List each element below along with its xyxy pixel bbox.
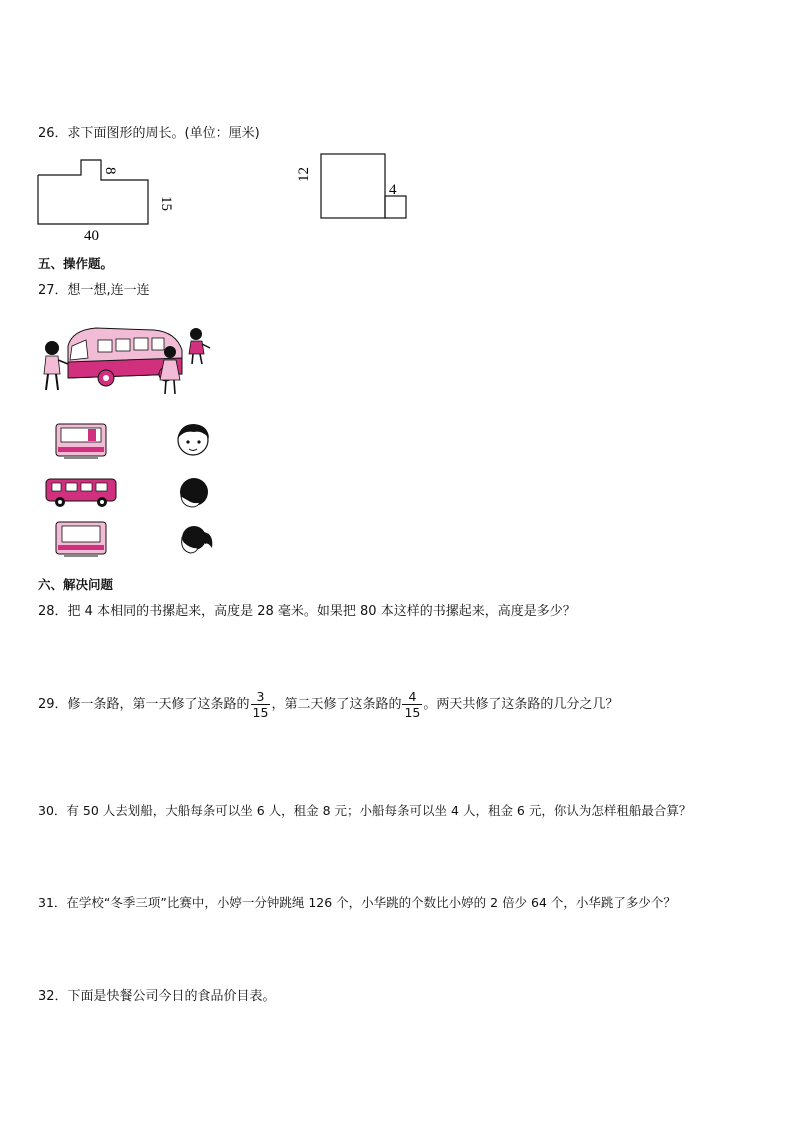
q29-mid: ，第二天修了这条路的 <box>271 697 402 712</box>
q29-fraction-1: $\frac{3}{15}$ <box>252 689 269 720</box>
q32-text: 32．下面是快餐公司今日的食品价目表。 <box>38 989 276 1004</box>
q27-text: 27．想一想,连一连 <box>38 283 150 298</box>
fig2-left-label: 12 <box>296 167 312 182</box>
boy-head-side-icon <box>172 474 214 510</box>
section-5-title: 五、操作题。 <box>38 256 114 271</box>
q26-text: 26．求下面图形的周长。(单位：厘米) <box>38 126 260 141</box>
fig1-notch-label: 8 <box>102 167 118 175</box>
q29-pre: 29．修一条路，第一天修了这条路的 <box>38 697 250 712</box>
q29-fraction-2: $\frac{4}{15}$ <box>404 689 421 720</box>
section-6-title: 六、解决问题 <box>38 577 114 592</box>
q29-post: 。两天共修了这条路的几分之几？ <box>423 697 619 712</box>
bus-side-view-icon <box>44 476 120 508</box>
fig1-bottom-label: 40 <box>84 228 99 244</box>
q30-text: 30．有 50 人去划船，大船每条可以坐 6 人，租金 8 元；小船每条可以坐 4 人，租金 6 元，你认为怎样租船最合算？ <box>38 803 692 818</box>
q31-text: 31．在学校“冬季三项”比赛中，小婷一分钟跳绳 126 个，小华跳的个数比小婷的 2 倍少 64 个，小华跳了多少个？ <box>38 895 676 910</box>
bus-back-view-icon <box>54 520 108 558</box>
q29-text <box>38 689 618 720</box>
bus-front-view-icon <box>54 422 108 460</box>
fig2-small-label: 4 <box>389 182 397 198</box>
girl-head-side-icon <box>172 522 218 558</box>
q26-figure-2 <box>296 148 420 228</box>
bus-scene-illustration <box>36 322 216 402</box>
q26-figure-1 <box>30 150 180 248</box>
boy-face-front-icon <box>172 420 214 458</box>
q28-text: 28．把 4 本相同的书摞起来，高度是 28 毫米。如果把 80 本这样的书摞起来，高度是多少？ <box>38 604 576 619</box>
fig1-right-label: 15 <box>158 196 174 211</box>
